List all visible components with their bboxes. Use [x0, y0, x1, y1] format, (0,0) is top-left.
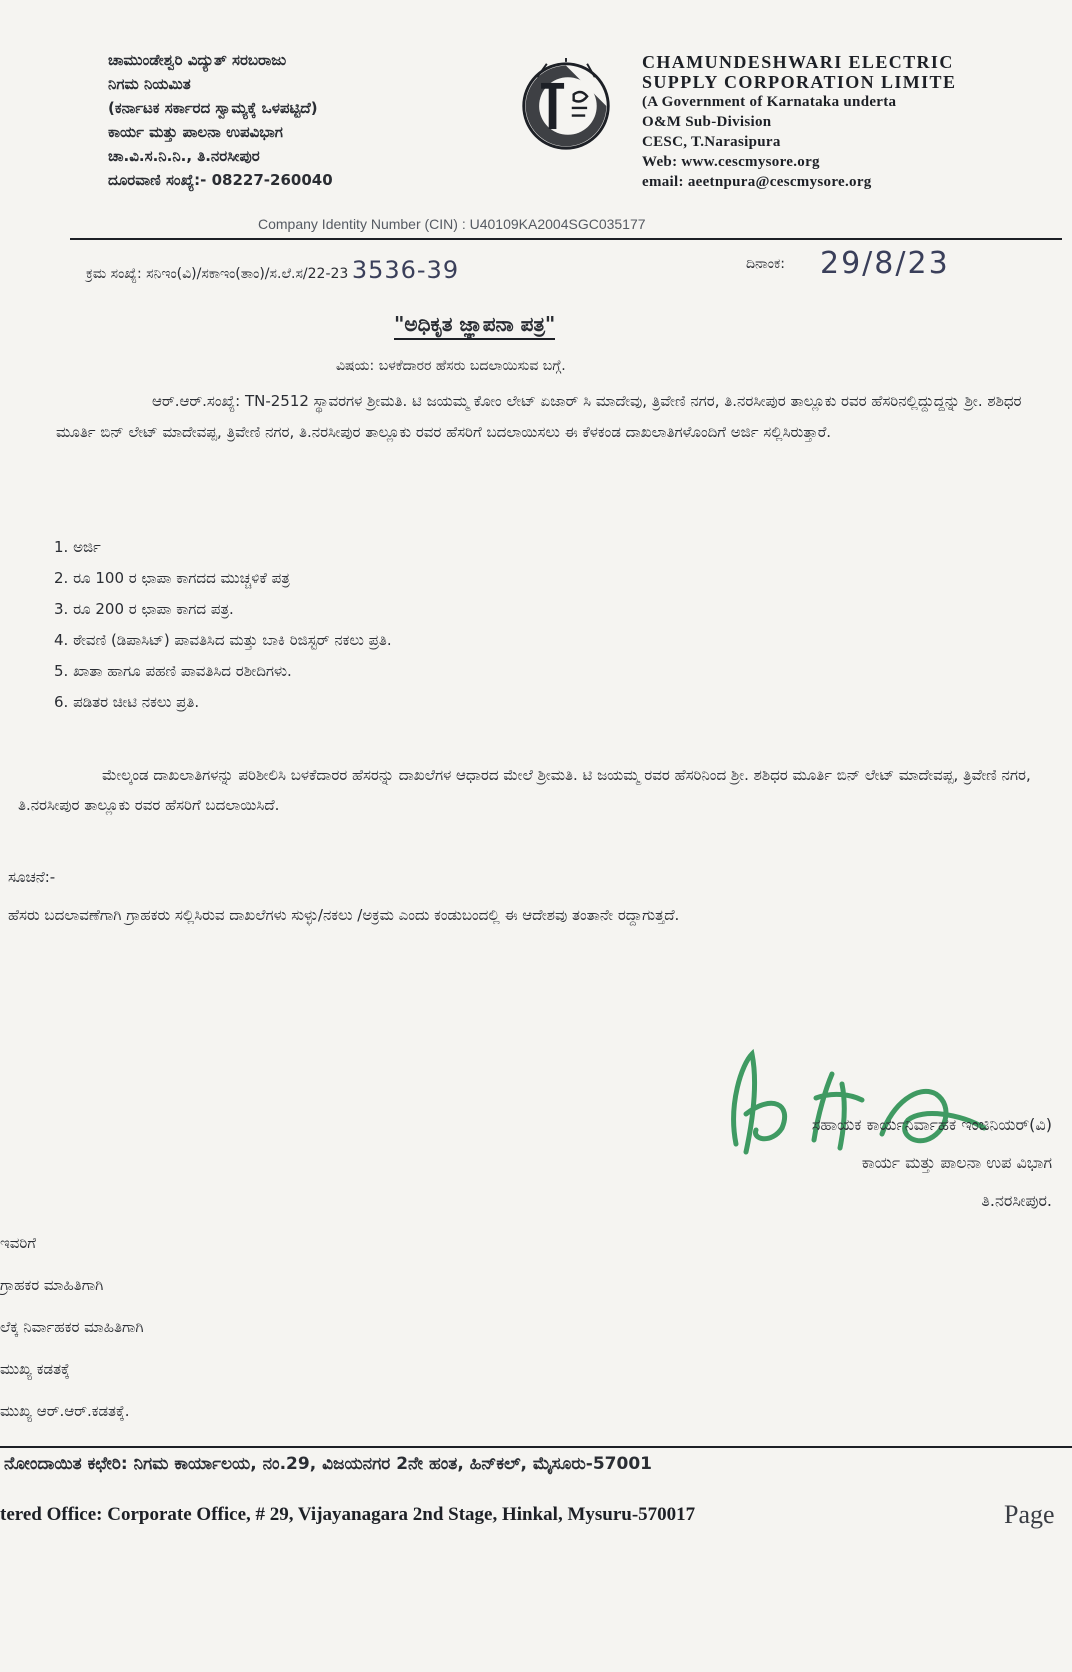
copy-to-item: ಮುಖ್ಯ ಆರ್.ಆರ್.ಕಡತಕ್ಕೆ. — [0, 1402, 130, 1420]
note-text: ಹೆಸರು ಬದಲಾವಣೆಗಾಗಿ ಗ್ರಾಹಕರು ಸಲ್ಲಿಸಿರುವ ದಾಖಲೆಗಳು ಸುಳ್ಳು/ನಕಲು /ಅಕ್ರಮ ಎಂದು ಕಂಡುಬಂದಲ್ಲಿ ಈ ಆದೇಶವು ತಂತಾನೇ ರದ್ದಾಗುತ್ತದೆ. — [8, 906, 680, 924]
company-name-line2: SUPPLY CORPORATION LIMITE — [642, 72, 957, 92]
letterhead-kannada-line: ದೂರವಾಣಿ ಸಂಖ್ಯೆ:- 08227-260040 — [108, 171, 333, 189]
enclosure-list — [54, 532, 392, 718]
letterhead-kannada — [108, 48, 333, 192]
enclosure-item: 2. ರೂ 100 ರ ಛಾಪಾ ಕಾಗದದ ಮುಚ್ಚಳಿಕೆ ಪತ್ರ — [54, 569, 290, 587]
signatory-block — [812, 1106, 1052, 1220]
govt-undertaking: (A Government of Karnataka underta — [642, 94, 897, 110]
date-handwritten: 29/8/23 — [820, 246, 950, 281]
office-place: CESC, T.Narasipura — [642, 134, 781, 150]
memo-title: "ಅಧಿಕೃತ ಜ್ಞಾಪನಾ ಪತ್ರ" — [394, 312, 555, 340]
letterhead-kannada-line: ಚಾಮುಂಡೇಶ್ವರಿ ವಿದ್ಯುತ್ ಸರಬರಾಜು — [108, 51, 287, 69]
memo-subject: ವಿಷಯ: ಬಳಕೆದಾರರ ಹೆಸರು ಬದಲಾಯಿಸುವ ಬಗ್ಗೆ. — [336, 358, 566, 374]
note-label: ಸೂಚನೆ:- — [8, 868, 56, 886]
company-name: CHAMUNDESHWARI ELECTRIC — [642, 52, 954, 72]
footer-address-english: tered Office: Corporate Office, # 29, Vijayanagara 2nd Stage, Hinkal, Mysuru-570017 — [0, 1504, 696, 1525]
body-paragraph-1: ಆರ್.ಆರ್.ಸಂಖ್ಯೆ: TN-2512 ಸ್ಥಾವರಗಳ ಶ್ರೀಮತಿ. ಟಿ ಜಯಮ್ಮ ಕೋಂ ಲೇಟ್ ಏಜಾರ್ ಸಿ ಮಾದೇವು, ತ್ರಿವೇಣಿ ನಗರ, ತಿ.ನರಸೀಪುರ ತಾಲ್ಲೂಕು ರವರ ಹೆಸರಿನಲ್ಲಿದ್ದುದ್ದನ್ನು ಶ್ರೀ. ಶಶಿಧರ ಮೂರ್ತಿ ಬಿನ್ ಲೇಟ್ ಮಾದೇವಪ್ಪ, ತ್ರಿವೇಣಿ ನಗರ, ತಿ.ನರಸೀಪುರ ತಾಲ್ಲೂಕು ರವರ ಹೆಸರಿಗೆ ಬದಲಾಯಿಸಲು ಈ ಕೆಳಕಂಡ ದಾಖಲಾತಿಗಳೊಂದಿಗೆ ಅರ್ಜಿ ಸಲ್ಲಿಸಿರುತ್ತಾರೆ. — [56, 392, 1022, 441]
letterhead-kannada-line: ಕಾರ್ಯ ಮತ್ತು ಪಾಲನಾ ಉಪವಿಭಾಗ — [108, 123, 283, 141]
letterhead-kannada-line: ನಿಗಮ ನಿಯಮಿತ — [108, 75, 191, 93]
date-label: ದಿನಾಂಕ: — [746, 256, 785, 272]
company-logo — [518, 58, 614, 154]
enclosure-item: 1. ಅರ್ಜಿ — [54, 538, 101, 556]
letterhead-kannada-line: (ಕರ್ನಾಟಕ ಸರ್ಕಾರದ ಸ್ವಾಮ್ಯಕ್ಕೆ ಒಳಪಟ್ಟಿದೆ) — [108, 99, 318, 117]
reference-line — [86, 256, 459, 284]
copy-to-item: ಗ್ರಾಹಕರ ಮಾಹಿತಿಗಾಗಿ — [0, 1276, 104, 1294]
body-paragraph-2: ಮೇಲ್ಕಂಡ ದಾಖಲಾತಿಗಳನ್ನು ಪರಿಶೀಲಿಸಿ ಬಳಕೆದಾರರ ಹೆಸರನ್ನು ದಾಖಲೆಗಳ ಆಧಾರದ ಮೇಲೆ ಶ್ರೀಮತಿ. ಟಿ ಜಯಮ್ಮ ರವರ ಹೆಸರಿನಿಂದ ಶ್ರೀ. ಶಶಿಧರ ಮೂರ್ತಿ ಬಿನ್ ಲೇಟ್ ಮಾದೇವಪ್ಪ, ತ್ರಿವೇಣಿ ನಗರ, ತಿ.ನರಸೀಪುರ ತಾಲ್ಲೂಕು ರವರ ಹೆಸರಿಗೆ ಬದಲಾಯಿಸಿದೆ. — [18, 766, 1031, 814]
footer-divider — [0, 1446, 1072, 1448]
header-divider — [70, 238, 1062, 240]
reference-number-handwritten: 3536-39 — [351, 256, 460, 284]
cin-number: Company Identity Number (CIN) : U40109KA2004SGC035177 — [258, 216, 646, 232]
signatory-office: ಕಾರ್ಯ ಮತ್ತು ಪಾಲನಾ ಉಪ ವಿಭಾಗ — [861, 1153, 1052, 1172]
page-label: Page — [1004, 1500, 1055, 1529]
sub-division: O&M Sub-Division — [642, 114, 772, 130]
enclosure-item: 5. ಖಾತಾ ಹಾಗೂ ಪಹಣಿ ಪಾವತಿಸಿದ ರಶೀದಿಗಳು. — [54, 662, 292, 680]
enclosure-item: 6. ಪಡಿತರ ಚೀಟಿ ನಕಲು ಪ್ರತಿ. — [54, 693, 200, 711]
signatory-designation: ಸಹಾಯಕ ಕಾರ್ಯನಿರ್ವಾಹಕ ಇಂಜಿನಿಯರ್(ವಿ) — [811, 1115, 1052, 1134]
email: email: aeetnpura@cescmysore.org — [642, 174, 872, 190]
copy-to-item: ಮುಖ್ಯ ಕಡತಕ್ಕೆ — [0, 1360, 70, 1378]
copy-to-list — [0, 1222, 144, 1432]
copy-to-item: ಇವರಿಗೆ — [0, 1234, 37, 1252]
copy-to-item: ಲೆಕ್ಕ ನಿರ್ವಾಹಕರ ಮಾಹಿತಿಗಾಗಿ — [0, 1318, 144, 1336]
letterhead-english — [642, 52, 956, 192]
letterhead-kannada-line: ಚಾ.ವಿ.ಸ.ನಿ.ನಿ., ತಿ.ನರಸೀಪುರ — [108, 147, 260, 165]
enclosure-item: 4. ಠೇವಣಿ (ಡಿಪಾಸಿಟ್) ಪಾವತಿಸಿದ ಮತ್ತು ಬಾಕಿ ರಿಜಿಸ್ಟರ್ ನಕಲು ಪ್ರತಿ. — [54, 631, 392, 649]
enclosure-item: 3. ರೂ 200 ರ ಛಾಪಾ ಕಾಗದ ಪತ್ರ. — [54, 600, 234, 618]
website: Web: www.cescmysore.org — [642, 154, 820, 170]
reference-number-printed: ಕ್ರಮ ಸಂಖ್ಯೆ: ಸನಿಇಂ(ವಿ)/ಸಕಾಇಂ(ತಾಂ)/ಸ.ಲೆ.ಸ/22-23 — [86, 266, 349, 282]
footer-address-kannada: ನೋಂದಾಯಿತ ಕಛೇರಿ: ನಿಗಮ ಕಾರ್ಯಾಲಯ, ನಂ.29, ವಿಜಯನಗರ 2ನೇ ಹಂತ, ಹಿನ್‌ಕಲ್, ಮೈಸೂರು-57001 — [4, 1454, 652, 1474]
signatory-place: ತಿ.ನರಸೀಪುರ. — [981, 1191, 1052, 1210]
